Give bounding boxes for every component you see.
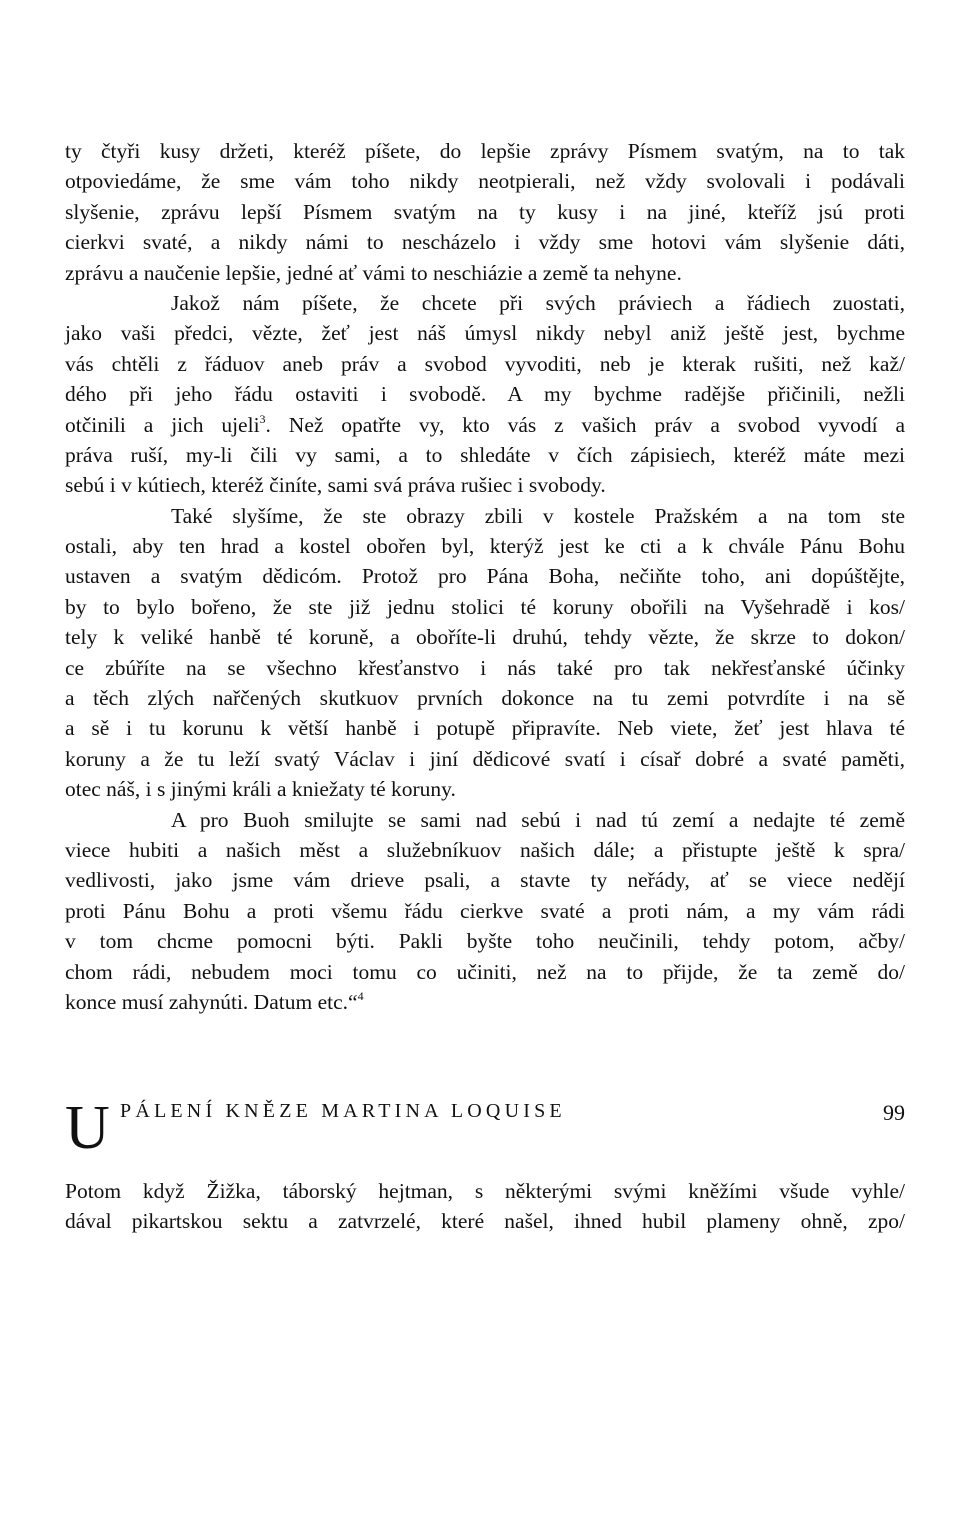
text-fragment: otčinili a jich ujeli (65, 412, 260, 437)
text-line: viece hubiti a našich měst a služebníkuov našich dále; a přistupte ještě k spra/ (65, 837, 905, 862)
drop-cap: U (65, 1094, 110, 1162)
text-line: sebú i v kútiech, kteréž činíte, sami svá práva rušiec i svobody. (65, 473, 606, 498)
page-number: 99 (883, 1100, 905, 1125)
footnote-mark: 3 (259, 411, 266, 426)
text-line: práva ruší, my-li čili vy sami, a to shledáte v čích zápisiech, kteréž máte mezi (65, 442, 905, 467)
text-line: jako vaši předci, vězte, žeť jest náš úmysl nikdy nebyl aniž ještě jest, bychme (65, 321, 905, 346)
text-line: dával pikartskou sektu a zatvrzelé, které našel, ihned hubil plameny ohně, zpo/ (65, 1209, 905, 1234)
text-line: a sě i tu korunu k větší hanbě i potupě připravíte. Neb viete, žeť jest hlava té (65, 716, 905, 741)
paragraph (65, 288, 905, 501)
text-line: otpoviedáme, že sme vám toho nikdy neotpierali, než vždy svolovali i podávali (65, 169, 905, 194)
text-line: otec náš, i s jinými králi a kniežaty té koruny. (65, 777, 456, 802)
body-text (65, 136, 905, 1017)
text-line: by to bylo bořeno, že ste již jednu stolici té koruny obořili na Vyšehradě i kos/ (65, 594, 905, 619)
text-line: tely k veliké hanbě té koruně, a oboříte-li druhú, tehdy vězte, že skrze to dokon/ (65, 625, 905, 650)
text-line: slyšenie, zprávu lepší Písmem svatým na ty kusy i na jiné, kteříž jsú proti (65, 199, 905, 224)
text-line: ty čtyři kusy držeti, kteréž píšete, do lepšie zprávy Písmem svatým, na to tak (65, 139, 905, 163)
text-line: proti Pánu Bohu a proti všemu řádu cierkve svaté a proti nám, a my vám rádi (65, 898, 905, 923)
paragraph (65, 805, 905, 1018)
text-line: v tom chcme pomocni býti. Pakli byšte toho neučinili, tehdy potom, ačby/ (65, 929, 905, 954)
text-fragment: konce musí zahynúti. Datum etc.“ (65, 989, 358, 1014)
text-fragment: . Než opatřte vy, kto vás z vašich práv a svobod vyvodí a (265, 412, 905, 437)
text-line: zprávu a naučenie lepšie, jedné ať vámi to neschiázie a země ta nehyne. (65, 260, 682, 285)
text-line: cierkvi svaté, a nikdy námi to nescházelo i vždy sme hotovi vám slyšenie dáti, (65, 230, 905, 255)
text-line: ustaven a svatým dědicóm. Protož pro Pána Boha, nečiňte toho, ani dopúštějte, (65, 564, 905, 589)
text-line: a těch zlých nařčených skutkuov prvních dokonce na tu zemi potvrdíte i na sě (65, 686, 905, 711)
text-line: vás chtěli z řáduov aneb práv a svobod vyvoditi, neb je kterak rušiti, než kaž/ (65, 351, 905, 376)
text-line: ce zbúříte na se všechno křesťanstvo i nás také pro tak nekřesťanské účinky (65, 655, 905, 680)
text-line: A pro Buoh smilujte se sami nad sebú i nad tú zemí a nedajte té země (171, 807, 905, 832)
chapter-heading (65, 1096, 905, 1166)
chapter-paragraph (65, 1176, 905, 1237)
text-line: dého při jeho řádu ostaviti i svobodě. A my bychme radějše přičinili, nežli (65, 382, 905, 407)
footnote-mark: 4 (357, 988, 364, 1003)
chapter-title: PÁLENÍ KNĚZE MARTINA LOQUISE (120, 1100, 566, 1122)
text-line: Potom když Žižka, táborský hejtman, s některými svými kněžími všude vyhle/ (65, 1179, 905, 1203)
text-line: Také slyšíme, že ste obrazy zbili v kostele Pražském a na tom ste (171, 503, 905, 528)
text-line: chom rádi, nebudem moci tomu co učiniti, než na to přijde, že ta země do/ (65, 959, 905, 984)
paragraph (65, 501, 905, 805)
text-line: koruny a že tu leží svatý Václav i jiní dědicové svatí i císař dobré a svaté paměti, (65, 746, 905, 771)
paragraph (65, 136, 905, 288)
text-line (65, 987, 905, 1017)
text-line: ostali, aby ten hrad a kostel obořen byl, kterýž jest ke cti a k chvále Pánu Bohu (65, 534, 905, 559)
text-line (65, 410, 905, 440)
text-line: vedlivosti, jako jsme vám drieve psali, a stavte ty neřády, ať se viece nedějí (65, 868, 905, 893)
text-line: Jakož nám píšete, že chcete při svých práviech a řádiech zuostati, (171, 290, 905, 315)
